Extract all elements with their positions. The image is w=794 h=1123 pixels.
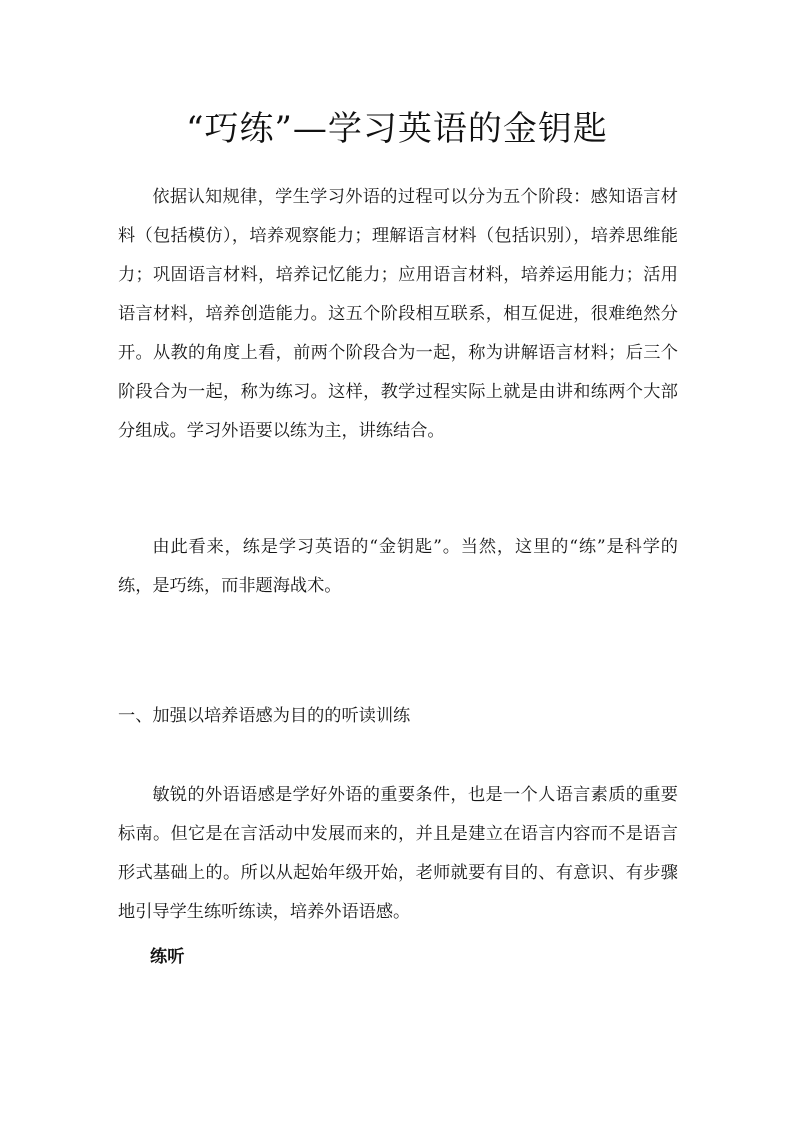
paragraph-golden-key: 由此看来，练是学习英语的“金钥匙”。当然，这里的“练”是科学的练，是巧练，而非题海战术。 bbox=[118, 537, 678, 596]
paragraph-learning-stages: 依据认知规律，学生学习外语的过程可以分为五个阶段：感知语言材料（包括模仿），培养观察能力；理解语言材料（包括识别），培养思维能力；巩固语言材料，培养记忆能力；应用语言材料，培养运用能力；活用语言材料，培养创造能力。这五个阶段相互联系，相互促进，很难绝然分开。从教的角度上看，前两个阶段合为一起，称为讲解语言材料；后三个阶段合为一起，称为练习。这样，教学过程实际上就是由讲和练两个大部分组成。学习外语要以练为主，讲练结合。 bbox=[118, 187, 678, 441]
document-title: “巧练”—学习英语的金钥匙 bbox=[186, 109, 608, 149]
section-heading-listening-reading: 一、加强以培养语感为目的的听读训练 bbox=[118, 706, 411, 726]
subheading-listening-practice: 练听 bbox=[150, 947, 185, 967]
paragraph-language-sense: 敏锐的外语语感是学好外语的重要条件，也是一个人语言素质的重要标南。但它是在言活动中发展而来的，并且是建立在语言内容而不是语言形式基础上的。所以从起始年级开始，老师就要有目的、有意识、有步骤地引导学生练听练读，培养外语语感。 bbox=[118, 785, 678, 922]
